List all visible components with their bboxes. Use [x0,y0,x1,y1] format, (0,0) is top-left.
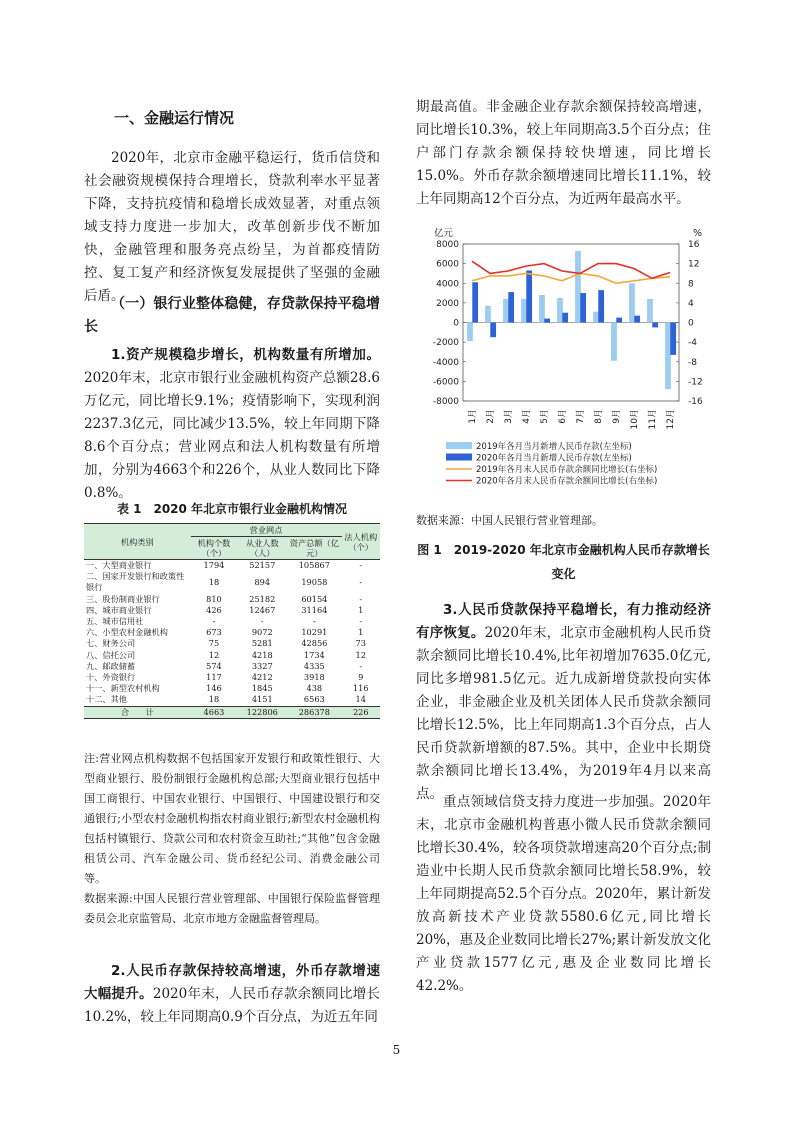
table-row [84,650,380,661]
right-tick-label: -16 [688,397,703,407]
bar-2020 [526,270,532,322]
bar-2019 [593,312,599,323]
left-tick-label: -8000 [432,397,459,407]
right-tick-label: 16 [688,240,700,250]
bar-2020 [562,313,568,323]
right-tick-label: -8 [688,357,697,368]
row-value: 75 [208,638,220,649]
right-para2-cont [416,96,711,211]
row-value: 4151 [251,694,273,705]
legend-swatch [446,442,472,449]
row-value: - [312,616,316,627]
intro-paragraph: 2020年，北京市金融平稳运行，货币信贷和社会融资规模保持合理增长，贷款利率水平显著下降，支持抗疫情和稳增长成效显著，对重点领域支持力度进一步加大，改革创新步伐不断加快，金融管理和服务亮点纷呈，为首都疫情防控、复工复产和经济恢复发展提供了坚强的金融后盾。 [84,150,380,304]
row-value: 9 [358,672,364,683]
total-value: 122806 [237,706,287,718]
row-value: 10291 [301,627,328,638]
bar-2020 [670,323,676,355]
total-value: 226 [342,706,380,718]
row-value: 4335 [303,660,325,671]
x-tick-label: 4月 [522,409,532,424]
row-category: 十、外资银行 [86,672,136,683]
table-row [84,571,380,593]
row-value: 6563 [303,694,325,705]
row-category: 一、大型商业银行 [86,560,152,570]
row-value: 574 [206,660,222,671]
row-value: 1 [358,627,364,638]
legend-swatch [446,454,472,461]
legend-label: 2020年各月末人民币存款余额同比增长(右坐标) [476,476,658,487]
x-tick-label: 10月 [630,409,640,430]
x-tick-label: 12月 [666,409,676,430]
bar-2019 [611,323,617,361]
row-value: - [260,616,264,627]
x-tick-label: 5月 [540,409,550,424]
row-category: 五、城市信用社 [86,616,144,627]
bar-2020 [490,323,496,338]
table-row [84,638,380,649]
left-tick-label: -2000 [432,338,459,349]
table-total-row [84,706,380,718]
total-value: 4663 [191,706,238,718]
para3-heading: 3.人民币贷款保持平稳增长，有力推动经济有序恢复。 [416,602,711,641]
row-value: 18 [208,576,220,587]
right-tick-label: -4 [688,338,697,349]
table-row [84,683,380,694]
row-value: 105867 [298,560,330,570]
legend-label: 2020年各月当月新增人民币存款(左坐标) [476,453,632,464]
table-source: 数据来源:中国人民银行营业管理部、中国银行保险监督管理委员会北京监管局、北京市地方金融监督管理局。 [84,892,380,925]
bank-institutions-table [84,523,380,719]
table-row [84,661,380,672]
x-tick-label: 8月 [594,409,604,424]
row-value: 60154 [301,593,328,604]
table-row [84,594,380,605]
row-value: 52157 [249,560,276,570]
row-value: 117 [206,672,222,683]
row-category: 六、小型农村金融机构 [86,627,168,638]
table-title: 表 1 2020 年北京市银行业金融机构情况 [116,502,348,516]
para3 [416,599,711,806]
row-value: 73 [355,638,366,649]
legend-label: 2019年各月末人民币存款余额同比增长(右坐标) [476,465,658,475]
bar-2019 [521,299,527,323]
row-value: 3918 [303,672,325,683]
row-value: 673 [206,627,222,638]
row-value: 4212 [251,672,273,683]
table-row [84,560,380,572]
row-value: 12467 [249,604,276,615]
total-value: 286378 [287,706,341,718]
table-note-block [84,749,380,929]
row-value: 1845 [251,683,273,694]
left-tick-label: -4000 [432,357,459,368]
para2 [84,960,380,1029]
x-tick-label: 3月 [504,409,514,424]
row-value: 9072 [251,627,273,638]
table-row [84,627,380,638]
para4-block [416,791,711,998]
row-value: 42856 [301,638,328,649]
right-tick-label: -12 [688,377,703,388]
bar-2019 [467,323,473,342]
row-category: 三、股份制商业银行 [86,593,160,604]
th-staff: 从业人数（人） [237,537,287,560]
right-tick-label: 4 [688,298,694,309]
table-row [84,605,380,616]
bar-2020 [544,319,550,323]
left-tick-label: -6000 [432,377,459,388]
x-tick-label: 1月 [468,409,478,424]
row-category: 七、财务公司 [86,638,136,649]
row-category: 四、城市商业银行 [86,604,152,615]
row-value: 1794 [203,560,225,570]
bar-2019 [485,306,491,323]
x-tick-label: 6月 [558,409,568,424]
row-value: 12 [208,649,220,660]
bar-2020 [634,316,640,323]
th-outlets-group: 营业网点 [191,524,342,537]
section-title: 一、金融运行情况 [114,109,235,127]
row-value: - [212,616,216,627]
row-category: 九、邮政储蓄 [86,660,136,671]
row-value: 438 [306,683,323,694]
row-category: 八、信托公司 [86,649,136,660]
para2-body-right: 期最高值。非金融企业存款余额保持较高增速，同比增长10.3%，较上年同期高3.5个百分点；住户部门存款余额保持较快增速，同比增长15.0%。外币存款余额增速同比增长11.1%，较上年同期高12个百分点，为近两年最高水平。 [416,99,711,207]
table-body [84,560,380,719]
table-row [84,616,380,627]
bar-2020 [598,290,604,322]
subsection-title: （一）银行业整体稳健，存贷款保持平稳增长 [84,296,380,335]
left-tick-label: 8000 [436,240,459,250]
row-value: 12 [355,649,366,660]
row-value: 116 [352,683,369,694]
bar-2019 [665,323,671,390]
figure-caption: 图 1 2019-2020 年北京市金融机构人民币存款增长变化 [417,543,710,581]
row-value: - [359,616,363,627]
row-value: 25182 [249,593,276,604]
row-value: - [359,576,363,587]
bar-2020 [508,292,514,322]
row-value: - [359,560,363,570]
left-tick-label: 4000 [436,279,459,290]
th-category: 机构类别 [84,524,191,560]
bar-2019 [557,298,563,323]
row-value: 1 [358,604,364,615]
row-value: 1734 [303,649,325,660]
row-category: 十二、其他 [86,694,127,705]
bar-2019 [647,299,653,323]
row-value: 14 [355,694,366,705]
bar-2019 [503,299,509,323]
x-tick-label: 7月 [576,409,586,424]
page-number: 5 [392,1043,401,1057]
left-column [84,147,380,308]
total-label: 合 计 [84,706,191,718]
row-category: 二、国家开发银行和政策性银行 [86,571,185,593]
row-category: 十一、新型农村机构 [86,683,160,694]
subsection [84,293,380,339]
left-tick-label: 2000 [436,298,459,309]
table-note: 注:营业网点机构数据不包括国家开发银行和政策性银行、大型商业银行、股份制银行金融机构总部;大型商业银行包括中国工商银行、中国农业银行、中国银行、中国建设银行和交通银行;小型农村金融机构指农村商业银行;新型农村金融机构包括村镇银行、贷款公司和农村资金互助社;“其他”包含金融租赁公司、汽车金融公司、货币经纪公司、消费金融公司等。 [84,752,380,885]
bar-2020 [472,282,478,322]
right-tick-label: 0 [688,318,694,329]
table-row [84,672,380,683]
bar-2019 [539,295,545,322]
x-tick-label: 2月 [486,409,496,424]
row-value: 18 [208,694,220,705]
row-value: 810 [206,593,222,604]
y-right-unit: % [693,228,703,239]
para1 [84,344,380,505]
th-assets: 资产总额（亿元） [287,537,341,560]
para2-body-left: 2020年末，人民币存款余额同比增长10.2%，较上年同期高0.9个百分点，为近五年同 [84,986,381,1025]
row-value: 146 [206,683,222,694]
para3-body: 2020年末，北京市金融机构人民币贷款余额同比增长10.4%,比年初增加7635.0亿元,同比多增981.5亿元。近九成新增贷款投向实体企业，非金融企业及机关团体人民币贷款余额同比增长12.5%，比上年同期高1.3个百分点，占人民币贷款新增额的87.5%。其中，企业中长期贷款余额同比增长13.4%，为2019年4月以来高点。 [416,625,712,802]
deposit-growth-chart [416,224,716,500]
para1-body: 2020年末，北京市银行业金融机构资产总额28.6万亿元，同比增长9.1%；疫情影响下，实现利润2237.3亿元，同比减少13.5%，较上年同期下降8.6个百分点；营业网点和法人机构数量有所增加，分别为4663个和226个，从业人数同比下降0.8%。 [84,370,380,501]
right-tick-label: 12 [688,259,700,270]
row-value: 31164 [301,604,328,615]
row-value: 894 [254,576,271,587]
para2-heading: 2.人民币存款保持较高增速，外币存款增速大幅提升。 [84,963,380,1002]
x-tick-label: 11月 [648,409,658,430]
bar-2020 [616,318,622,323]
legend-label: 2019年各月当月新增人民币存款(左坐标) [476,442,632,452]
y-left-unit: 亿元 [434,228,454,239]
left-tick-label: 0 [453,318,459,329]
right-tick-label: 8 [688,279,694,290]
row-value: 426 [206,604,222,615]
table-row [84,694,380,706]
th-count: 机构个数（个） [191,537,238,560]
para1-heading: 1.资产规模稳步增长，机构数量有所增加。 [111,347,380,363]
bar-2019 [629,283,635,322]
th-legal-entities: 法人机构（个） [342,524,380,560]
row-value: 19058 [301,576,328,587]
row-value: 4218 [251,649,273,660]
row-value: 5281 [251,638,273,649]
line-2019-growth [472,273,670,283]
para4: 重点领域信贷支持力度进一步加强。2020年末，北京市金融机构普惠小微人民币贷款余额同比增长30.4%，较各项贷款增速高20个百分点;制造业中长期人民币贷款余额同比增长58.9%，较上年同期提高52.5个百分点。2020年，累计新发放高新技术产业贷款5580.6亿元,同比增长20%，惠及企业数同比增长27%;累计新发放文化产业贷款1577亿元,惠及企业数同比增长42.2%。 [416,794,711,994]
row-value: - [359,593,363,604]
row-value: - [359,660,363,671]
row-value: 3327 [251,660,273,671]
chart-source: 数据来源：中国人民银行营业管理部。 [416,514,603,527]
bar-2020 [652,323,658,328]
x-tick-label: 9月 [612,409,622,424]
bar-2019 [575,251,581,323]
left-tick-label: 6000 [436,259,459,270]
bar-2020 [580,293,586,322]
